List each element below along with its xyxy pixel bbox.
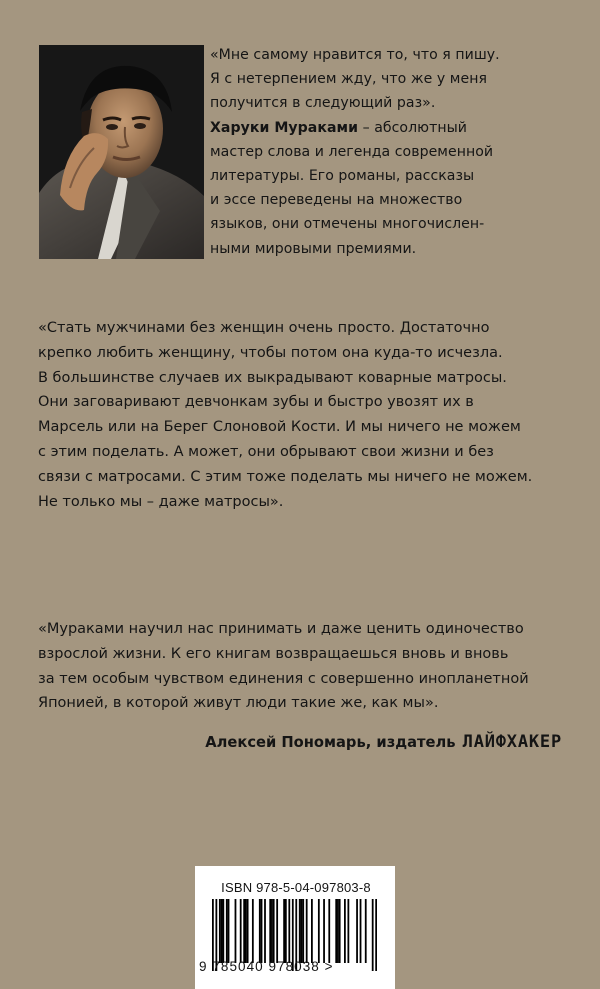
barcode-bar <box>264 899 266 963</box>
review-line: взрослой жизни. К его книгам возвращаешься вновь и вновь <box>38 645 509 662</box>
intro-line: и эссе переведены на множество <box>210 192 463 209</box>
barcode-bar <box>283 899 285 963</box>
barcode-bar <box>259 899 261 963</box>
author-intro <box>210 43 588 261</box>
barcode-bar <box>306 899 308 963</box>
review-line: за тем особым чувством единения с совершенно инопланетной <box>38 670 529 687</box>
barcode-bar <box>328 899 330 963</box>
review-quote <box>38 617 578 716</box>
intro-line: «Мне самому нравится то, что я пишу. <box>210 47 500 63</box>
barcode-bar <box>323 899 325 963</box>
barcode-digits: 9 785040 978038 > <box>199 959 334 974</box>
intro-line: получится в следующий раз». <box>210 95 436 112</box>
barcode-bar <box>276 899 278 963</box>
barcode-bar <box>219 899 221 963</box>
barcode-bar <box>311 899 313 963</box>
barcode-bar <box>360 899 362 963</box>
barcode-bar <box>228 899 230 963</box>
barcode-bar <box>235 899 237 963</box>
barcode-bar <box>252 899 254 963</box>
intro-line: литературы. Его романы, рассказы <box>210 168 475 185</box>
barcode-bar <box>221 899 223 963</box>
barcode-bar <box>337 899 339 963</box>
barcode-bar <box>271 899 273 963</box>
barcode-bar <box>299 899 301 963</box>
isbn-label: ISBN 978-5-04-097803-8 <box>221 880 371 895</box>
author-photo <box>39 45 204 259</box>
quote-line: Марсель или на Берег Слоновой Кости. И мы ничего не можем <box>38 419 521 436</box>
barcode-bar <box>335 899 337 963</box>
quote-line: «Стать мужчинами без женщин очень просто. Достаточно <box>38 320 490 336</box>
barcode-bar <box>365 899 367 963</box>
review-line: Японией, в которой живут люди такие же, как мы». <box>38 695 439 712</box>
attribution-text: Алексей Пономарь, издатель <box>205 734 456 751</box>
barcode-bar <box>273 899 275 963</box>
barcode-bar <box>344 899 346 963</box>
barcode-bar <box>356 899 358 963</box>
quote-line: В большинстве случаев их выкрадывают коварные матросы. <box>38 369 507 386</box>
quote-line: крепко любить женщину, чтобы потом она куда-то исчезла. <box>38 344 503 361</box>
intro-line: – абсолютный <box>362 119 467 136</box>
quote-line: Они заговаривают девчонкам зубы и быстро увозят их в <box>38 394 474 411</box>
quote-line: связи с матросами. С этим тоже поделать мы ничего не можем. <box>38 468 533 485</box>
barcode-bar <box>302 899 304 963</box>
barcode-bar <box>301 899 303 963</box>
barcode-bar <box>318 899 320 963</box>
barcode-bar <box>222 899 224 963</box>
author-name: Харуки Мураками <box>210 119 359 136</box>
barcode-bar <box>226 899 228 963</box>
quote-line: Не только мы – даже матросы». <box>38 493 284 510</box>
quote-line: с этим поделать. А может, они обрывают свои жизни и без <box>38 443 494 460</box>
intro-line: мастер слова и легенда современной <box>210 143 494 160</box>
intro-line: языков, они отмечены многочислен- <box>210 216 485 233</box>
barcode-bar <box>285 899 287 963</box>
barcode-bar <box>269 899 271 963</box>
barcode-bar <box>243 899 245 963</box>
review-attribution <box>205 729 562 756</box>
barcode-bar <box>261 899 263 963</box>
barcode-panel <box>195 866 395 989</box>
intro-author-line <box>210 116 588 140</box>
book-quote <box>38 316 578 514</box>
barcode-bar <box>245 899 247 963</box>
intro-line: Я с нетерпением жду, что же у меня <box>210 71 488 88</box>
review-line: «Мураками научил нас принимать и даже ценить одиночество <box>38 621 524 637</box>
barcode-bar <box>247 899 249 963</box>
barcode-bar <box>339 899 341 963</box>
barcode-bar <box>347 899 349 963</box>
barcode-bar <box>240 899 242 963</box>
publisher-brand: ЛАЙФХАКЕР <box>462 732 562 752</box>
barcode-bar <box>288 899 290 963</box>
intro-line: ными мировыми премиями. <box>210 240 417 257</box>
